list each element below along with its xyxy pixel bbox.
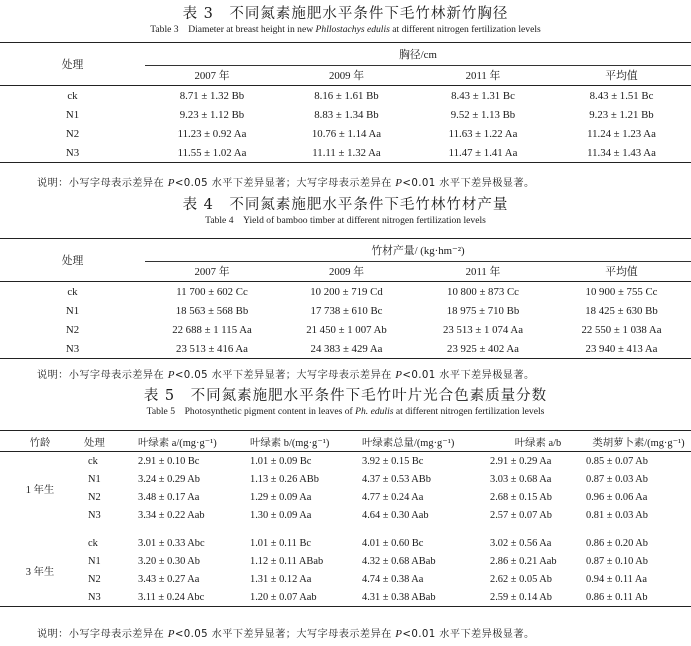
table-cell: 18 425 ± 630 Bb [585, 304, 658, 317]
table-cell: 0.94 ± 0.11 Aa [586, 573, 648, 585]
table5-title-cn: 表 5 不同氮素施肥水平条件下毛竹叶片光合色素质量分数 [143, 388, 548, 404]
table-row [0, 506, 691, 524]
row-label: N1 [88, 555, 101, 567]
row-label: N2 [88, 491, 101, 503]
row-label: N2 [65, 323, 80, 336]
row-label: ck [88, 455, 98, 467]
table-cell: 1.01 ± 0.09 Bc [250, 455, 312, 467]
table5-col-header-age: 竹龄 [29, 437, 51, 449]
table-cell: 8.16 ± 1.61 Bb [314, 89, 379, 102]
table5-col-header: 叶绿素 a/(mg·g⁻¹) [138, 437, 217, 449]
table-row [0, 86, 691, 106]
row-label: N1 [65, 304, 80, 317]
table-row [0, 124, 691, 143]
table5-col-header: 叶绿素 a/b [514, 437, 562, 449]
table-cell: 18 975 ± 710 Bb [446, 304, 520, 317]
table-row [0, 105, 691, 124]
table-cell: 22 550 ± 1 038 Aa [581, 323, 662, 336]
table3-caption [0, 5, 691, 37]
table-cell: 0.85 ± 0.07 Ab [586, 455, 648, 467]
table3-title-cn: 表 3 不同氮素施肥水平条件下毛竹林新竹胸径 [182, 6, 509, 22]
row-label: N3 [65, 146, 80, 159]
table-cell: 4.74 ± 0.38 Aa [362, 573, 424, 585]
table5-col-header: 类胡萝卜素/(mg·g⁻¹) [592, 437, 685, 449]
table-cell: 3.03 ± 0.68 Aa [490, 473, 552, 485]
table-cell: 0.87 ± 0.03 Ab [586, 473, 648, 485]
table-cell: 2.91 ± 0.10 Bc [138, 455, 200, 467]
table-row [0, 282, 691, 302]
table5-note: 说明：小写字母表示差异在 P<0.05 水平下差异显著；大写字母表示差异在 P<0.01 水平下差异极显著。 [37, 628, 535, 640]
table-cell: 24 383 ± 429 Aa [310, 342, 383, 355]
table-cell: 4.31 ± 0.38 ABab [362, 591, 436, 603]
table4-note: 说明：小写字母表示差异在 P<0.05 水平下差异显著；大写字母表示差异在 P<0.01 水平下差异极显著。 [37, 369, 535, 381]
table4-header-treatment: 处理 [0, 239, 145, 282]
table-cell: 1.01 ± 0.11 Bc [250, 537, 312, 549]
row-label: ck [67, 89, 78, 102]
table-row [0, 488, 691, 506]
table-cell: 8.83 ± 1.34 Bb [314, 108, 379, 121]
table-cell: 11.34 ± 1.43 Aa [587, 146, 656, 159]
row-label: ck [67, 285, 78, 298]
table-cell: 11.11 ± 1.32 Aa [312, 146, 381, 159]
table-cell: 4.37 ± 0.53 ABb [362, 473, 431, 485]
table-cell: 8.43 ± 1.31 Bc [451, 89, 515, 102]
table-cell: 0.96 ± 0.06 Aa [586, 491, 648, 503]
table-cell: 1.29 ± 0.09 Aa [250, 491, 312, 503]
table-cell: 2.91 ± 0.29 Aa [490, 455, 552, 467]
table-cell: 0.86 ± 0.20 Ab [586, 537, 648, 549]
table-cell: 23 925 ± 402 Aa [447, 342, 519, 355]
table-cell: 9.52 ± 1.13 Bb [450, 108, 516, 121]
table-cell: 23 940 ± 413 Aa [585, 342, 658, 355]
table-row [0, 588, 691, 607]
table5-header-row [0, 431, 691, 452]
table-row [0, 570, 691, 588]
table5-col-header: 处理 [84, 437, 105, 449]
table-cell: 1.13 ± 0.26 ABb [250, 473, 319, 485]
table-cell: 9.23 ± 1.21 Bb [589, 108, 654, 121]
table-cell: 9.23 ± 1.12 Bb [179, 108, 245, 121]
row-label: N1 [88, 473, 101, 485]
table-cell: 11.47 ± 1.41 Aa [448, 146, 518, 159]
table-cell: 0.87 ± 0.10 Ab [586, 555, 648, 567]
table-cell: 3.01 ± 0.33 Abc [138, 537, 205, 549]
table5-title-en: Table 5 Photosynthetic pigment content in leaves of Ph. edulis at different nitrogen fertilization levels [146, 406, 545, 417]
table5-col-header: 叶绿素 b/(mg·g⁻¹) [250, 437, 330, 449]
table-cell: 2.57 ± 0.07 Ab [490, 509, 552, 521]
table-cell: 1.30 ± 0.09 Aa [250, 509, 312, 521]
table-row [0, 470, 691, 488]
table-cell: 3.11 ± 0.24 Abc [138, 591, 205, 603]
table-cell: 17 738 ± 610 Bc [310, 304, 383, 317]
table-cell: 23 513 ± 1 074 Aa [442, 323, 523, 336]
table-cell: 0.86 ± 0.11 Ab [586, 591, 648, 603]
table-cell: 4.64 ± 0.30 Aab [362, 509, 429, 521]
table-cell: 4.01 ± 0.60 Bc [362, 537, 424, 549]
table3-title-en: Table 3 Diameter at breast height in new Phllostachys edulis at different nitrogen fertilization levels [150, 24, 541, 35]
table4-col-header: 2009 年 [328, 266, 365, 278]
row-label: N2 [65, 127, 80, 140]
table3 [0, 42, 691, 163]
age-group-label: 3 年生 [25, 566, 55, 578]
table-cell: 11.23 ± 0.92 Aa [177, 127, 247, 140]
table4-title-en: Table 4 Yield of bamboo timber at different nitrogen fertilization levels [205, 215, 486, 226]
table-cell: 2.59 ± 0.14 Ab [490, 591, 552, 603]
table-cell: 11 700 ± 602 Cc [176, 285, 248, 298]
table3-header-row-1 [0, 43, 691, 66]
table-cell: 8.71 ± 1.32 Bb [179, 89, 245, 102]
table3-header-treatment: 处理 [0, 43, 145, 86]
table-cell: 11.55 ± 1.02 Aa [177, 146, 247, 159]
table4-header-row-1 [0, 239, 691, 262]
table-cell: 10 800 ± 873 Cc [447, 285, 519, 298]
row-label: N3 [88, 591, 101, 603]
table-cell: 4.77 ± 0.24 Aa [362, 491, 424, 503]
row-label: N2 [88, 573, 101, 585]
table-cell: 1.20 ± 0.07 Aab [250, 591, 317, 603]
table-cell: 11.24 ± 1.23 Aa [587, 127, 656, 140]
age-group-label: 1 年生 [25, 484, 55, 496]
table-cell: 2.68 ± 0.15 Ab [490, 491, 552, 503]
table-row [0, 320, 691, 339]
table3-col-header: 2009 年 [328, 70, 365, 82]
table-cell: 1.12 ± 0.11 ABab [250, 555, 324, 567]
table-cell: 2.62 ± 0.05 Ab [490, 573, 552, 585]
table-cell: 10 200 ± 719 Cd [310, 285, 383, 298]
table3-note: 说明：小写字母表示差异在 P<0.05 水平下差异显著；大写字母表示差异在 P<0.01 水平下差异极显著。 [37, 177, 535, 189]
table-cell: 3.02 ± 0.56 Aa [490, 537, 552, 549]
table4-caption [0, 196, 691, 228]
row-label: N3 [88, 509, 101, 521]
table-cell: 0.81 ± 0.03 Ab [586, 509, 648, 521]
table-row [0, 339, 691, 359]
table3-col-header: 2007 年 [194, 70, 230, 82]
table-cell: 3.20 ± 0.30 Ab [138, 555, 200, 567]
table-cell: 1.31 ± 0.12 Aa [250, 573, 312, 585]
table-cell: 11.63 ± 1.22 Aa [448, 127, 518, 140]
table-cell: 4.32 ± 0.68 ABab [362, 555, 436, 567]
table4-title-cn: 表 4 不同氮素施肥水平条件下毛竹林竹材产量 [182, 197, 509, 213]
table4-col-header: 2007 年 [194, 266, 230, 278]
table-cell: 3.48 ± 0.17 Aa [138, 491, 200, 503]
table-cell: 3.43 ± 0.27 Aa [138, 573, 200, 585]
table3-col-header: 平均值 [605, 70, 638, 82]
table-row [0, 143, 691, 163]
table-cell: 3.24 ± 0.29 Ab [138, 473, 200, 485]
group-spacer [0, 524, 691, 534]
table5-caption [0, 387, 691, 419]
table-cell: 10.76 ± 1.14 Aa [311, 127, 382, 140]
row-label: ck [88, 537, 98, 549]
table-cell: 2.86 ± 0.21 Aab [490, 555, 557, 567]
table4-col-header: 2011 年 [465, 266, 501, 278]
row-label: N1 [65, 108, 80, 121]
table-cell: 10 900 ± 755 Cc [585, 285, 658, 298]
table-cell: 23 513 ± 416 Aa [176, 342, 248, 355]
table4 [0, 238, 691, 359]
species-name: Phllostachys edulis [315, 24, 390, 35]
table-row [0, 452, 691, 471]
table-row [0, 552, 691, 570]
table3-col-header: 2011 年 [465, 70, 501, 82]
table-cell: 18 563 ± 568 Bb [175, 304, 249, 317]
row-label: N3 [65, 342, 80, 355]
species-name: Ph. edulis [355, 406, 394, 417]
table3-header-group: 胸径/cm [145, 43, 691, 66]
table5-col-header: 叶绿素总量/(mg·g⁻¹) [362, 437, 455, 449]
table4-header-group: 竹材产量/ (kg·hm⁻²) [145, 239, 691, 262]
table-cell: 8.43 ± 1.51 Bc [589, 89, 654, 102]
table-cell: 22 688 ± 1 115 Aa [172, 323, 252, 336]
table4-col-header: 平均值 [605, 266, 638, 278]
table-row [0, 534, 691, 552]
table5 [0, 430, 691, 607]
table-cell: 21 450 ± 1 007 Ab [306, 323, 387, 336]
table-row [0, 301, 691, 320]
table-cell: 3.92 ± 0.15 Bc [362, 455, 424, 467]
table-cell: 3.34 ± 0.22 Aab [138, 509, 205, 521]
